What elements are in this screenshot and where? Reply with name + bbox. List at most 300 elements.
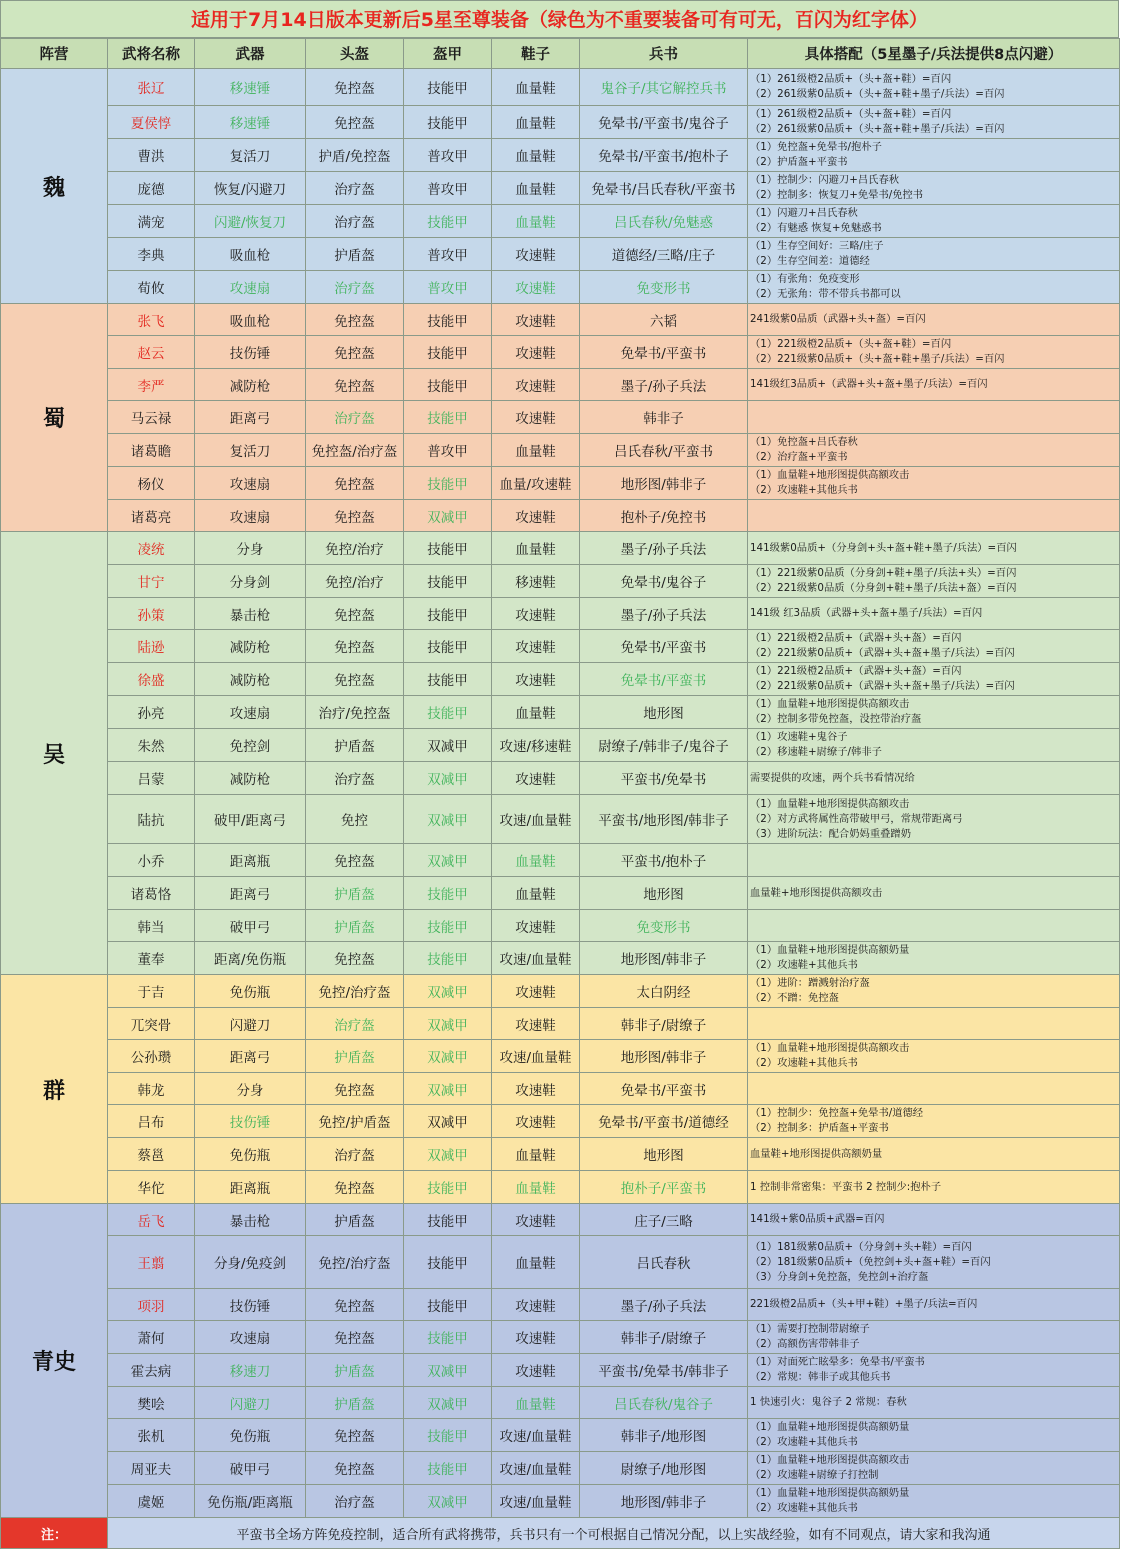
weapon-cell: 技伤锤: [195, 336, 306, 369]
weapon-cell: 吸血枪: [195, 304, 306, 336]
detail-line: （2）221级紫0品质（分身剑+鞋+墨子/兵法+盔）=百闪: [750, 582, 1017, 594]
book-cell: 吕氏春秋/平蛮书: [580, 434, 748, 467]
general-name-cell: 诸葛恪: [108, 877, 195, 910]
detail-cell: [748, 942, 1120, 975]
table-row: [1, 69, 1120, 106]
detail-line: （1）血量鞋+地形图提供高额奶量: [750, 1421, 910, 1433]
detail-line: （1）221级橙2品质+（头+盔+鞋）=百闪: [750, 338, 952, 350]
armor-cell: 普攻甲: [404, 434, 492, 467]
header-detail: 具体搭配（5星墨子/兵法提供8点闪避）: [748, 39, 1120, 69]
armor-cell: 双减甲: [404, 795, 492, 844]
faction-cell: 魏: [1, 69, 108, 304]
armor-cell: 技能甲: [404, 1236, 492, 1289]
book-cell: 免晕书/平蛮书: [580, 336, 748, 369]
weapon-cell: 攻速扇: [195, 1321, 306, 1354]
table-row: [1, 1289, 1120, 1321]
general-name-cell: 吕布: [108, 1105, 195, 1138]
general-name-cell: 张飞: [108, 304, 195, 336]
detail-line: （2）不蹭：免控盔: [750, 992, 839, 1004]
table-row: [1, 1485, 1120, 1518]
armor-cell: 技能甲: [404, 69, 492, 106]
shoes-cell: 攻速鞋: [492, 304, 580, 336]
weapon-cell: 距离弓: [195, 1040, 306, 1073]
weapon-cell: 攻速扇: [195, 696, 306, 729]
detail-cell: [748, 663, 1120, 696]
shoes-cell: 攻速鞋: [492, 336, 580, 369]
detail-line: 需要提供的攻速，两个兵书看情况给: [750, 771, 915, 784]
helmet-cell: 治疗盔: [306, 271, 404, 304]
table-row: [1, 762, 1120, 795]
helmet-cell: 治疗盔: [306, 172, 404, 205]
header-book: 兵书: [580, 39, 748, 69]
book-cell: 墨子/孙子兵法: [580, 369, 748, 401]
table-row: [1, 1008, 1120, 1040]
detail-cell: [748, 69, 1120, 106]
general-name-cell: 兀突骨: [108, 1008, 195, 1040]
table-row: [1, 910, 1120, 942]
general-name-cell: 马云禄: [108, 401, 195, 434]
weapon-cell: 攻速扇: [195, 467, 306, 500]
armor-cell: 技能甲: [404, 663, 492, 696]
table-row: [1, 238, 1120, 271]
book-cell: 韩非子: [580, 401, 748, 434]
general-name-cell: 李典: [108, 238, 195, 271]
detail-cell: [748, 1171, 1120, 1204]
helmet-cell: 免控盔: [306, 630, 404, 663]
general-name-cell: 荀攸: [108, 271, 195, 304]
book-cell: 地形图: [580, 877, 748, 910]
faction-cell: 蜀: [1, 304, 108, 532]
helmet-cell: 免控盔: [306, 467, 404, 500]
header-helmet: 头盔: [306, 39, 404, 69]
armor-cell: 普攻甲: [404, 139, 492, 172]
helmet-cell: 免控/治疗盔: [306, 1236, 404, 1289]
shoes-cell: 攻速鞋: [492, 238, 580, 271]
detail-line: （1）闪避刀+吕氏春秋: [750, 207, 858, 219]
shoes-cell: 攻速/血量鞋: [492, 1419, 580, 1452]
table-row: [1, 1073, 1120, 1105]
shoes-cell: 攻速鞋: [492, 598, 580, 630]
weapon-cell: 破甲弓: [195, 1452, 306, 1485]
detail-line: （2）常规：韩非子或其他兵书: [750, 1371, 891, 1383]
book-cell: 六韬: [580, 304, 748, 336]
detail-cell: [748, 1138, 1120, 1171]
equipment-table: [0, 38, 1120, 1549]
note-label: 注：: [1, 1518, 108, 1549]
helmet-cell: 护盾盔: [306, 729, 404, 762]
detail-line: （1）血量鞋+地形图提供高额奶量: [750, 944, 910, 956]
weapon-cell: 距离/免伤瓶: [195, 942, 306, 975]
weapon-cell: 闪避刀: [195, 1387, 306, 1419]
armor-cell: 普攻甲: [404, 271, 492, 304]
armor-cell: 技能甲: [404, 1204, 492, 1236]
shoes-cell: 血量/攻速鞋: [492, 467, 580, 500]
armor-cell: 双减甲: [404, 1485, 492, 1518]
weapon-cell: 恢复/闪避刀: [195, 172, 306, 205]
detail-line: 141级 红3品质（武器+头+盔+墨子/兵法）=百闪: [750, 607, 983, 619]
detail-line: （2）控制多带免控盔，没控带治疗盔: [750, 713, 922, 725]
book-cell: 庄子/三略: [580, 1204, 748, 1236]
helmet-cell: 免控/治疗: [306, 565, 404, 598]
detail-line: 1 快速引火：鬼谷子 2 常规：春秋: [750, 1396, 907, 1408]
helmet-cell: 免控/治疗: [306, 532, 404, 565]
weapon-cell: 移速刀: [195, 1354, 306, 1387]
detail-cell: [748, 1073, 1120, 1105]
table-row: [1, 1236, 1120, 1289]
detail-cell: [748, 1321, 1120, 1354]
shoes-cell: 攻速鞋: [492, 1105, 580, 1138]
note-row: [1, 1518, 1120, 1549]
helmet-cell: 免控盔: [306, 1419, 404, 1452]
book-cell: 免晕书/平蛮书: [580, 1073, 748, 1105]
weapon-cell: 分身/免疫剑: [195, 1236, 306, 1289]
shoes-cell: 攻速鞋: [492, 630, 580, 663]
weapon-cell: 距离弓: [195, 401, 306, 434]
detail-line: （1）血量鞋+地形图提供高额攻击: [750, 797, 910, 810]
shoes-cell: 攻速鞋: [492, 663, 580, 696]
weapon-cell: 破甲弓: [195, 910, 306, 942]
shoes-cell: 血量鞋: [492, 106, 580, 139]
shoes-cell: 血量鞋: [492, 205, 580, 238]
armor-cell: 技能甲: [404, 106, 492, 139]
weapon-cell: 暴击枪: [195, 1204, 306, 1236]
table-row: [1, 844, 1120, 877]
armor-cell: 技能甲: [404, 532, 492, 565]
book-cell: 平蛮书/抱朴子: [580, 844, 748, 877]
detail-line: 141级红3品质+（武器+头+盔+墨子/兵法）=百闪: [750, 378, 988, 390]
detail-line: （2）181级紫0品质+（免控剑+头+盔+鞋）=百闪: [750, 1255, 991, 1268]
detail-line: （2）攻速鞋+其他兵书: [750, 959, 858, 971]
shoes-cell: 移速鞋: [492, 565, 580, 598]
general-name-cell: 岳飞: [108, 1204, 195, 1236]
detail-line: 1 控制非常密集：平蛮书 2 控制少:抱朴子: [750, 1180, 942, 1193]
shoes-cell: 攻速鞋: [492, 1073, 580, 1105]
detail-line: （1）221级橙2品质+（武器+头+盔）=百闪: [750, 665, 962, 677]
header-row: [1, 39, 1120, 69]
detail-line: （1）进阶：蹭溅射治疗盔: [750, 977, 870, 989]
detail-cell: [748, 205, 1120, 238]
table-row: [1, 369, 1120, 401]
detail-line: （2）对方武将属性高带破甲弓，常规带距离弓: [750, 812, 963, 825]
helmet-cell: 治疗盔: [306, 1008, 404, 1040]
detail-cell: [748, 1419, 1120, 1452]
detail-cell: [748, 1040, 1120, 1073]
shoes-cell: 血量鞋: [492, 1138, 580, 1171]
book-cell: 鬼谷子/其它解控兵书: [580, 69, 748, 106]
detail-line: （1）血量鞋+地形图提供高额攻击: [750, 469, 910, 481]
armor-cell: 技能甲: [404, 598, 492, 630]
helmet-cell: 免控盔: [306, 69, 404, 106]
general-name-cell: 萧何: [108, 1321, 195, 1354]
armor-cell: 普攻甲: [404, 172, 492, 205]
general-name-cell: 孙亮: [108, 696, 195, 729]
helmet-cell: 护盾盔: [306, 1204, 404, 1236]
weapon-cell: 闪避刀: [195, 1008, 306, 1040]
book-cell: 尉缭子/韩非子/鬼谷子: [580, 729, 748, 762]
armor-cell: 双减甲: [404, 1040, 492, 1073]
detail-line: （1）攻速鞋+鬼谷子: [750, 731, 848, 743]
armor-cell: 技能甲: [404, 205, 492, 238]
detail-line: （3）分身剑+免控盔，免控剑+治疗盔: [750, 1270, 929, 1283]
weapon-cell: 免控剑: [195, 729, 306, 762]
shoes-cell: 攻速鞋: [492, 401, 580, 434]
weapon-cell: 移速锤: [195, 69, 306, 106]
book-cell: 韩非子/尉缭子: [580, 1008, 748, 1040]
shoes-cell: 攻速鞋: [492, 1204, 580, 1236]
detail-line: （1）需要打控制带尉缭子: [750, 1323, 870, 1335]
helmet-cell: 免控盔: [306, 1171, 404, 1204]
shoes-cell: 攻速/血量鞋: [492, 1452, 580, 1485]
helmet-cell: 免控盔: [306, 304, 404, 336]
table-row: [1, 1452, 1120, 1485]
helmet-cell: 治疗/免控盔: [306, 696, 404, 729]
shoes-cell: 血量鞋: [492, 877, 580, 910]
table-row: [1, 565, 1120, 598]
shoes-cell: 血量鞋: [492, 1236, 580, 1289]
shoes-cell: 攻速/血量鞋: [492, 1485, 580, 1518]
book-cell: 免晕书/平蛮书/鬼谷子: [580, 106, 748, 139]
armor-cell: 双减甲: [404, 1073, 492, 1105]
table-row: [1, 877, 1120, 910]
detail-line: （2）移速鞋+尉缭子/韩非子: [750, 746, 882, 758]
helmet-cell: 免控盔: [306, 500, 404, 532]
book-cell: 免变形书: [580, 910, 748, 942]
general-name-cell: 夏侯惇: [108, 106, 195, 139]
helmet-cell: 免控盔: [306, 336, 404, 369]
book-cell: 韩非子/地形图: [580, 1419, 748, 1452]
detail-line: （2）221级紫0品质+（武器+头+盔+墨子/兵法）=百闪: [750, 680, 1015, 692]
book-cell: 免晕书/平蛮书: [580, 630, 748, 663]
helmet-cell: 免控盔: [306, 1073, 404, 1105]
book-cell: 地形图/韩非子: [580, 942, 748, 975]
helmet-cell: 免控盔: [306, 1452, 404, 1485]
detail-cell: [748, 467, 1120, 500]
faction-cell: 青史: [1, 1204, 108, 1518]
armor-cell: 双减甲: [404, 1138, 492, 1171]
helmet-cell: 治疗盔: [306, 401, 404, 434]
armor-cell: 双减甲: [404, 1387, 492, 1419]
shoes-cell: 血量鞋: [492, 139, 580, 172]
general-name-cell: 朱然: [108, 729, 195, 762]
armor-cell: 技能甲: [404, 1321, 492, 1354]
shoes-cell: 攻速鞋: [492, 975, 580, 1008]
general-name-cell: 韩当: [108, 910, 195, 942]
detail-cell: [748, 565, 1120, 598]
detail-line: （2）攻速鞋+其他兵书: [750, 1502, 858, 1514]
table-row: [1, 532, 1120, 565]
detail-line: （1）控制少：免控盔+免晕书/道德经: [750, 1107, 924, 1119]
detail-cell: [748, 238, 1120, 271]
book-cell: 抱朴子/平蛮书: [580, 1171, 748, 1204]
shoes-cell: 攻速鞋: [492, 1321, 580, 1354]
table-row: [1, 271, 1120, 304]
armor-cell: 双减甲: [404, 729, 492, 762]
detail-line: 241级紫0品质（武器+头+盔）=百闪: [750, 313, 926, 325]
weapon-cell: 分身: [195, 532, 306, 565]
helmet-cell: 免控盔: [306, 1321, 404, 1354]
weapon-cell: 技伤锤: [195, 1105, 306, 1138]
detail-cell: [748, 1354, 1120, 1387]
shoes-cell: 血量鞋: [492, 1171, 580, 1204]
table-row: [1, 139, 1120, 172]
table-row: [1, 1354, 1120, 1387]
header-armor: 盔甲: [404, 39, 492, 69]
detail-line: 141级+紫0品质+武器=百闪: [750, 1213, 885, 1225]
general-name-cell: 韩龙: [108, 1073, 195, 1105]
book-cell: 吕氏春秋/免魅惑: [580, 205, 748, 238]
shoes-cell: 血量鞋: [492, 844, 580, 877]
table-row: [1, 1105, 1120, 1138]
shoes-cell: 血量鞋: [492, 172, 580, 205]
armor-cell: 双减甲: [404, 500, 492, 532]
table-row: [1, 1204, 1120, 1236]
general-name-cell: 王翦: [108, 1236, 195, 1289]
helmet-cell: 治疗盔: [306, 1485, 404, 1518]
helmet-cell: 护盾盔: [306, 1040, 404, 1073]
shoes-cell: 攻速鞋: [492, 1289, 580, 1321]
book-cell: 免晕书/鬼谷子: [580, 565, 748, 598]
armor-cell: 技能甲: [404, 401, 492, 434]
detail-cell: [748, 139, 1120, 172]
detail-cell: [748, 532, 1120, 565]
book-cell: 墨子/孙子兵法: [580, 598, 748, 630]
armor-cell: 技能甲: [404, 877, 492, 910]
armor-cell: 技能甲: [404, 336, 492, 369]
weapon-cell: 免伤瓶/距离瓶: [195, 1485, 306, 1518]
detail-cell: [748, 1485, 1120, 1518]
helmet-cell: 免控盔/治疗盔: [306, 434, 404, 467]
detail-line: （1）181级紫0品质+（分身剑+头+鞋）=百闪: [750, 1240, 972, 1253]
detail-line: （2）攻速鞋+其他兵书: [750, 1436, 858, 1448]
armor-cell: 双减甲: [404, 1105, 492, 1138]
detail-line: （2）控制多：恢复刀+免晕书/免控书: [750, 189, 924, 201]
weapon-cell: 距离弓: [195, 877, 306, 910]
shoes-cell: 攻速/血量鞋: [492, 1040, 580, 1073]
detail-line: （3）进阶玩法：配合奶妈重叠蹭奶: [750, 827, 912, 840]
helmet-cell: 免控/治疗盔: [306, 975, 404, 1008]
helmet-cell: 治疗盔: [306, 205, 404, 238]
weapon-cell: 距离瓶: [195, 1171, 306, 1204]
general-name-cell: 霍去病: [108, 1354, 195, 1387]
detail-cell: [748, 598, 1120, 630]
helmet-cell: 护盾盔: [306, 1354, 404, 1387]
weapon-cell: 减防枪: [195, 762, 306, 795]
table-row: [1, 1171, 1120, 1204]
weapon-cell: 复活刀: [195, 139, 306, 172]
armor-cell: 技能甲: [404, 1171, 492, 1204]
book-cell: 尉缭子/地形图: [580, 1452, 748, 1485]
shoes-cell: 血量鞋: [492, 532, 580, 565]
general-name-cell: 董奉: [108, 942, 195, 975]
book-cell: 免晕书/吕氏春秋/平蛮书: [580, 172, 748, 205]
detail-line: （1）261级橙2品质+（头+盔+鞋）=百闪: [750, 108, 952, 120]
general-name-cell: 于吉: [108, 975, 195, 1008]
general-name-cell: 满宠: [108, 205, 195, 238]
weapon-cell: 暴击枪: [195, 598, 306, 630]
armor-cell: 双减甲: [404, 844, 492, 877]
header-weapon: 武器: [195, 39, 306, 69]
detail-line: （2）攻速鞋+尉缭子打控制: [750, 1469, 879, 1481]
detail-line: 血量鞋+地形图提供高额奶量: [750, 1147, 883, 1160]
armor-cell: 技能甲: [404, 1419, 492, 1452]
book-cell: 抱朴子/免控书: [580, 500, 748, 532]
table-row: [1, 795, 1120, 844]
detail-line: （1）血量鞋+地形图提供高额攻击: [750, 1042, 910, 1054]
armor-cell: 技能甲: [404, 942, 492, 975]
general-name-cell: 小乔: [108, 844, 195, 877]
weapon-cell: 分身: [195, 1073, 306, 1105]
shoes-cell: 攻速鞋: [492, 1354, 580, 1387]
shoes-cell: 血量鞋: [492, 1387, 580, 1419]
book-cell: 免变形书: [580, 271, 748, 304]
weapon-cell: 破甲/距离弓: [195, 795, 306, 844]
shoes-cell: 攻速鞋: [492, 271, 580, 304]
weapon-cell: 吸血枪: [195, 238, 306, 271]
header-faction: 阵营: [1, 39, 108, 69]
general-name-cell: 诸葛瞻: [108, 434, 195, 467]
helmet-cell: 护盾盔: [306, 877, 404, 910]
weapon-cell: 减防枪: [195, 630, 306, 663]
table-row: [1, 1419, 1120, 1452]
header-general: 武将名称: [108, 39, 195, 69]
general-name-cell: 李严: [108, 369, 195, 401]
table-row: [1, 304, 1120, 336]
detail-cell: [748, 434, 1120, 467]
general-name-cell: 蔡邕: [108, 1138, 195, 1171]
armor-cell: 技能甲: [404, 565, 492, 598]
helmet-cell: 免控盔: [306, 1289, 404, 1321]
shoes-cell: 攻速/血量鞋: [492, 942, 580, 975]
weapon-cell: 闪避/恢复刀: [195, 205, 306, 238]
detail-cell: [748, 369, 1120, 401]
helmet-cell: 免控盔: [306, 106, 404, 139]
helmet-cell: 免控: [306, 795, 404, 844]
book-cell: 地形图: [580, 1138, 748, 1171]
book-cell: 免晕书/平蛮书/道德经: [580, 1105, 748, 1138]
helmet-cell: 免控/护盾盔: [306, 1105, 404, 1138]
armor-cell: 技能甲: [404, 910, 492, 942]
armor-cell: 双减甲: [404, 762, 492, 795]
general-name-cell: 公孙瓒: [108, 1040, 195, 1073]
weapon-cell: 移速锤: [195, 106, 306, 139]
note-text: 平蛮书全场方阵免疫控制，适合所有武将携带，兵书只有一个可根据自己情况分配，以上实战经验，如有不同观点，请大家和我沟通: [108, 1518, 1120, 1549]
helmet-cell: 免控盔: [306, 844, 404, 877]
helmet-cell: 免控盔: [306, 598, 404, 630]
weapon-cell: 技伤锤: [195, 1289, 306, 1321]
table-row: [1, 1138, 1120, 1171]
shoes-cell: 血量鞋: [492, 696, 580, 729]
detail-cell: [748, 1204, 1120, 1236]
detail-line: （2）高额伤害带韩非子: [750, 1338, 860, 1350]
detail-cell: [748, 910, 1120, 942]
detail-line: （1）控制少：闪避刀+吕氏春秋: [750, 174, 900, 186]
detail-line: （1）血量鞋+地形图提供高额攻击: [750, 698, 910, 710]
detail-line: （2）生存空间差：道德经: [750, 255, 870, 267]
armor-cell: 技能甲: [404, 1452, 492, 1485]
table-row: [1, 1321, 1120, 1354]
armor-cell: 双减甲: [404, 1008, 492, 1040]
armor-cell: 双减甲: [404, 1354, 492, 1387]
detail-line: （1）261级橙2品质+（头+盔+鞋）=百闪: [750, 73, 952, 85]
book-cell: 吕氏春秋/鬼谷子: [580, 1387, 748, 1419]
detail-line: （1）免控盔+免晕书/抱朴子: [750, 141, 882, 153]
armor-cell: 技能甲: [404, 696, 492, 729]
table-row: [1, 434, 1120, 467]
book-cell: 墨子/孙子兵法: [580, 532, 748, 565]
table-row: [1, 663, 1120, 696]
book-cell: 平蛮书/地形图/韩非子: [580, 795, 748, 844]
helmet-cell: 治疗盔: [306, 762, 404, 795]
